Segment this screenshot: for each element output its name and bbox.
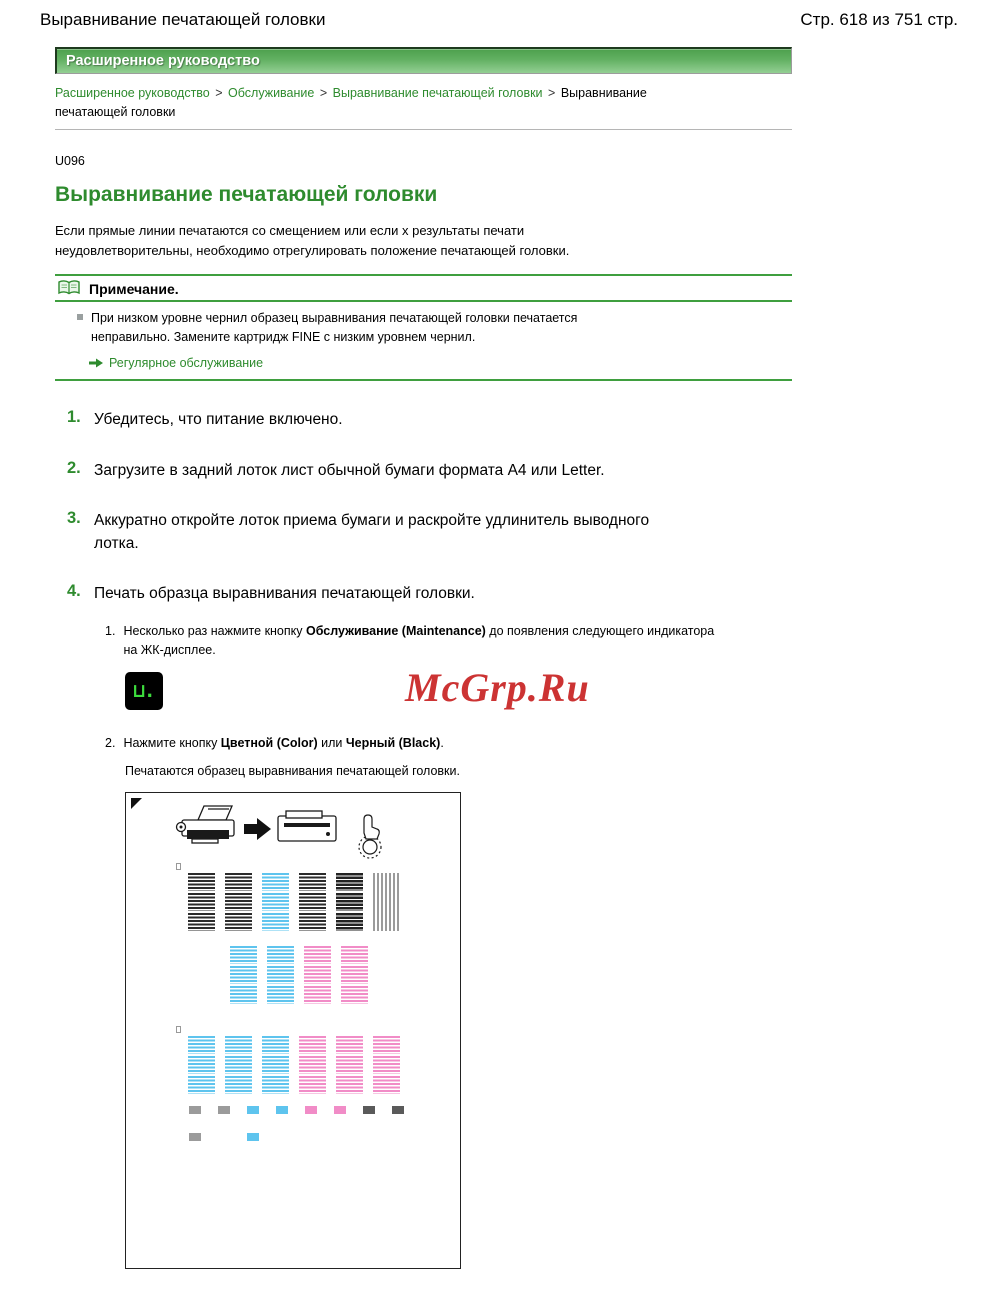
pattern-square	[218, 1106, 230, 1114]
substep-item-1	[105, 622, 725, 661]
content-area	[55, 47, 792, 1269]
pattern-stripe-block	[299, 873, 326, 931]
intro-paragraph: Если прямые линии печатаются со смещением или если x результаты печати неудовлетворительны, необходимо отрегулировать положение печатающей головки.	[55, 222, 570, 259]
step-number: 4.	[67, 582, 81, 601]
step-text: Печать образца выравнивания печатающей головки.	[94, 585, 475, 603]
pattern-square	[189, 1133, 201, 1141]
breadcrumb-separator: >	[215, 86, 223, 100]
breadcrumb-link-advanced-guide[interactable]: Расширенное руководство	[55, 86, 210, 100]
breadcrumb-separator: >	[319, 86, 328, 100]
registration-mark	[176, 1026, 181, 1033]
substep-text: Несколько раз нажмите кнопку Обслуживание (Maintenance) до появления следующего индикатора на ЖК-дисплее.	[123, 623, 715, 658]
header-title: Выравнивание печатающей головки	[40, 10, 326, 29]
pattern-square	[392, 1106, 404, 1114]
step-text: Убедитесь, что питание включено.	[94, 411, 343, 429]
arrow-icon	[244, 818, 271, 840]
pattern-stripe-block	[373, 873, 400, 931]
pattern-square	[363, 1106, 375, 1114]
substep-number: 2.	[105, 736, 116, 751]
substep-result-text: Печатаются образец выравнивания печатающей головки.	[125, 763, 460, 778]
step-item-1	[55, 408, 792, 431]
step-number: 2.	[67, 458, 81, 477]
note-title: Примечание.	[89, 280, 179, 297]
pattern-stripe-block	[262, 873, 289, 931]
lcd-display-icon	[125, 672, 163, 710]
pattern-stripe-block	[188, 1036, 215, 1094]
substep-number: 1.	[105, 623, 116, 638]
substep-text: Нажмите кнопку Цветной (Color) или Черный (Black).	[123, 736, 444, 751]
alignment-pattern-image	[125, 792, 461, 1269]
section-banner	[55, 47, 792, 74]
watermark-text: McGrp.Ru	[405, 665, 590, 711]
substep-item-2	[105, 734, 725, 753]
pattern-square	[334, 1106, 346, 1114]
breadcrumb-link-head-alignment[interactable]: Выравнивание печатающей головки	[332, 86, 543, 100]
pattern-square	[247, 1133, 259, 1141]
pattern-stripe-block	[304, 946, 331, 1004]
pattern-stripe-block	[230, 946, 257, 1004]
breadcrumb-link-maintenance[interactable]: Обслуживание	[228, 86, 315, 100]
pattern-stripe-block	[188, 873, 215, 931]
pattern-stripe-block	[225, 1036, 252, 1094]
registration-mark	[176, 863, 181, 870]
pattern-square	[247, 1106, 259, 1114]
note-bottom-rule	[55, 379, 792, 381]
pattern-stripe-block	[267, 946, 294, 1004]
page-indicator: Стр. 618 из 751 стр.	[800, 10, 958, 29]
bullet-icon	[77, 314, 83, 320]
pattern-stripe-block	[373, 1036, 400, 1094]
divider	[55, 129, 792, 130]
step-text: Загрузите в задний лоток лист обычной бумаги формата A4 или Letter.	[94, 461, 605, 479]
step-number: 1.	[67, 408, 81, 427]
link-arrow-icon	[89, 358, 103, 368]
pattern-stripe-block	[336, 1036, 363, 1094]
pattern-square	[305, 1106, 317, 1114]
pattern-stripe-block	[341, 946, 368, 1004]
note-text: При низком уровне чернил образец выравнивания печатающей головки печатается неправильно. Замените картридж FINE с низким уровнем чернил.	[91, 311, 578, 344]
note-book-icon	[57, 280, 81, 297]
pattern-square	[189, 1106, 201, 1114]
substeps	[105, 622, 792, 754]
pattern-stripe-block	[225, 873, 252, 931]
hand-dial-icon	[359, 815, 381, 858]
note-link-regular-maintenance[interactable]: Регулярное обслуживание	[109, 355, 264, 370]
step-item-2	[55, 459, 792, 482]
pattern-stripe-block	[336, 873, 363, 931]
page-header	[40, 10, 958, 30]
corner-mark	[131, 798, 142, 809]
breadcrumb-current: Выравнивание печатающей головки	[55, 86, 647, 119]
breadcrumb-separator: >	[548, 86, 556, 100]
note-box	[55, 274, 792, 381]
article-code: U096	[55, 153, 85, 168]
lcd-row	[125, 665, 792, 718]
banner-label: Расширенное руководство	[66, 53, 260, 69]
step-item-4	[55, 582, 792, 605]
pattern-stripe-block	[262, 1036, 289, 1094]
step-number: 3.	[67, 509, 81, 528]
lcd-segment-glyph: ⊔.	[133, 680, 155, 703]
page-title: Выравнивание печатающей головки	[55, 182, 438, 206]
breadcrumb	[55, 84, 695, 122]
pattern-stripe-block	[299, 1036, 326, 1094]
printer-illustration	[174, 803, 389, 865]
step-item-3	[55, 509, 792, 555]
pattern-square	[276, 1106, 288, 1114]
step-text: Аккуратно откройте лоток приема бумаги и раскройте удлинитель выводного лотка.	[94, 512, 650, 552]
